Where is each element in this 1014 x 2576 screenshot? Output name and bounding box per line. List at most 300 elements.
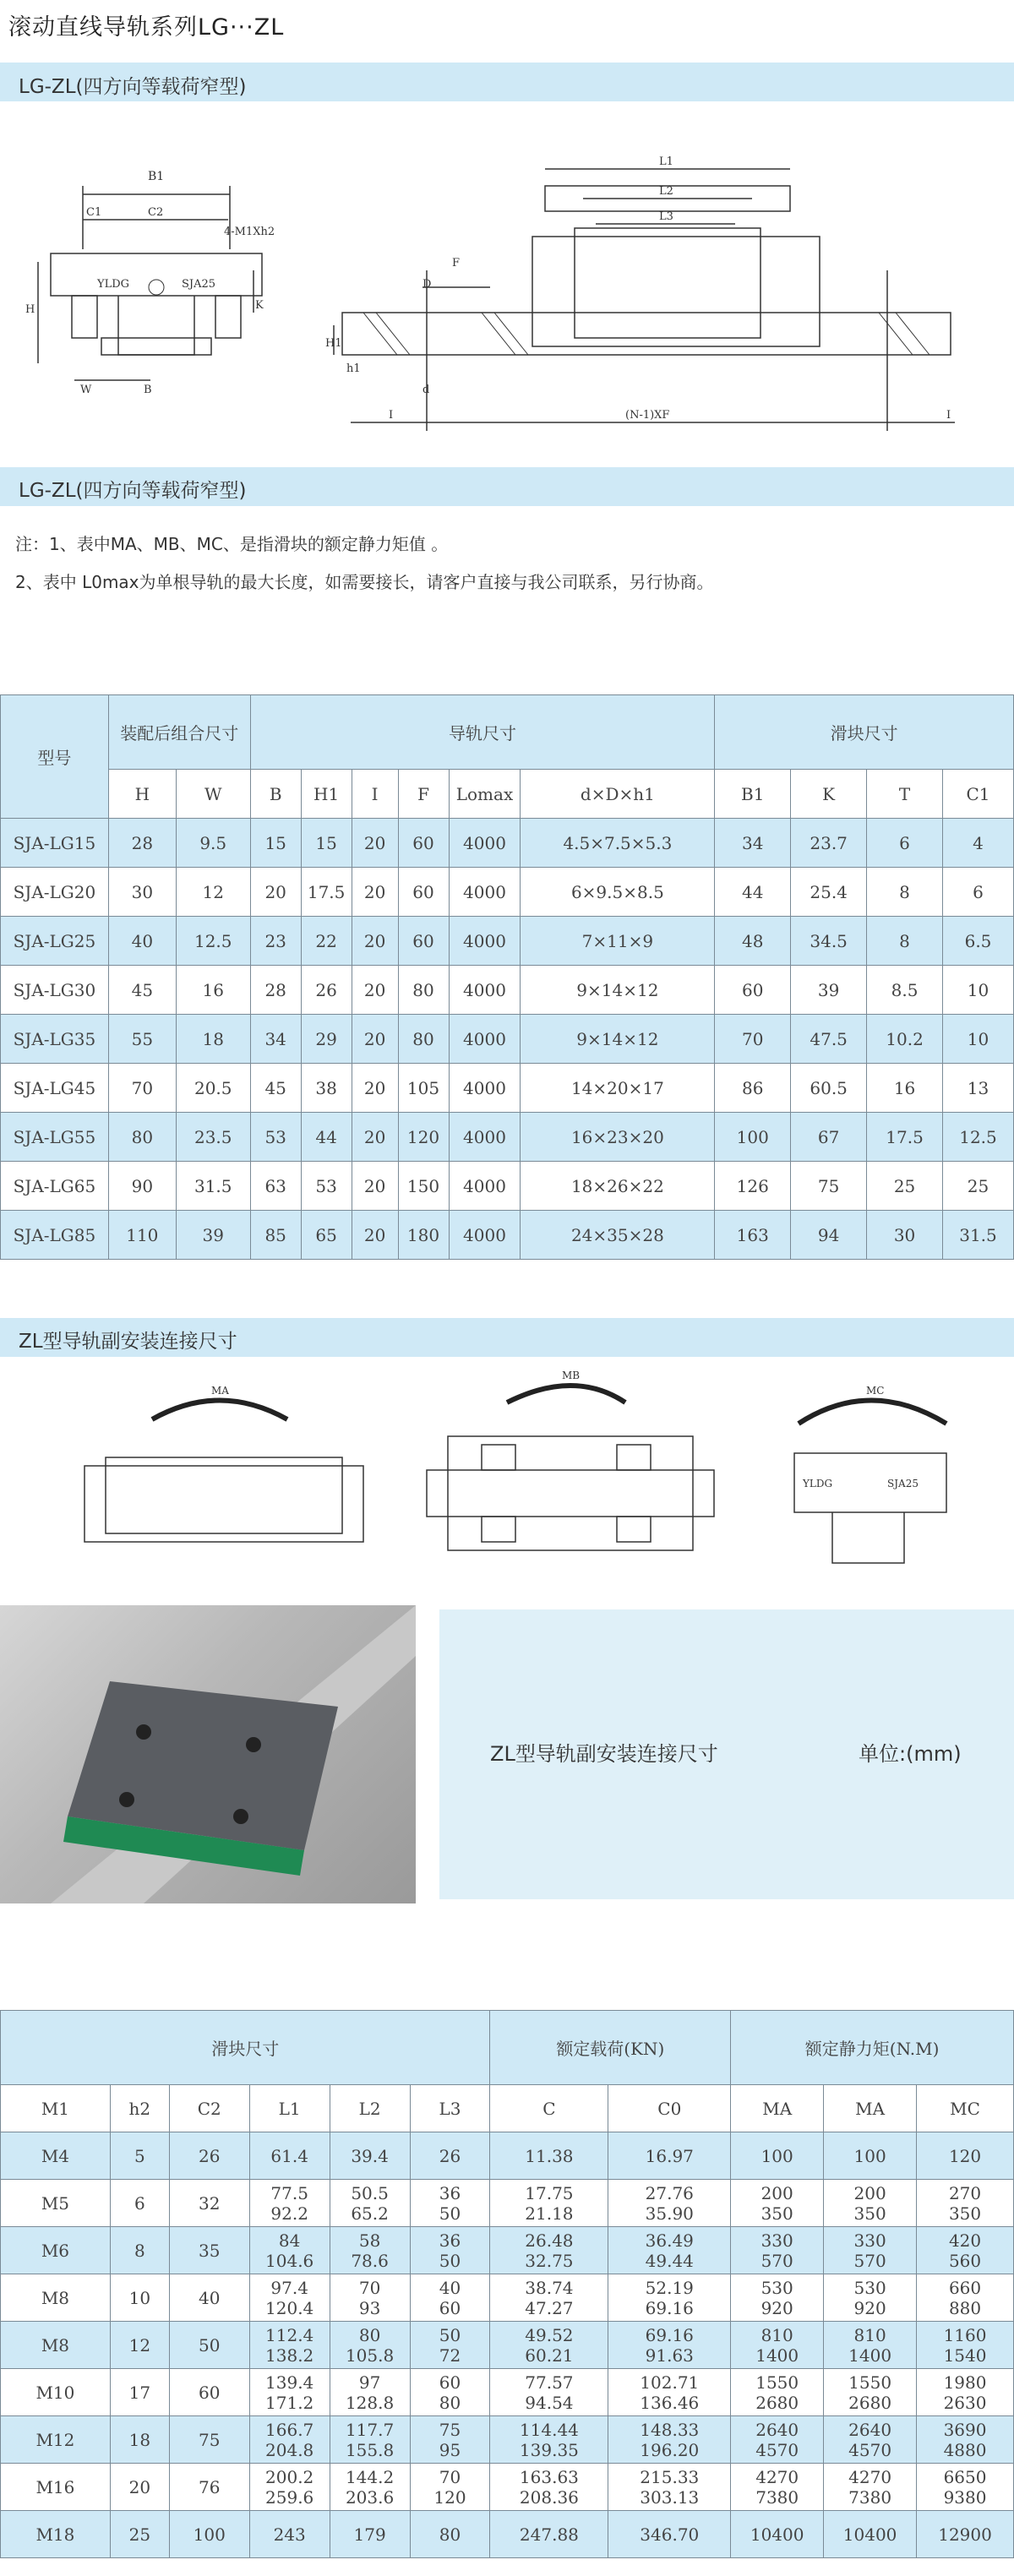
table-cell: 77.5 92.2 <box>249 2180 330 2227</box>
table-cell: 44 <box>301 1113 352 1162</box>
header-block: 滑块尺寸 <box>715 695 1014 770</box>
table-cell: 52.19 69.16 <box>608 2274 731 2322</box>
dim-label: L3 <box>659 210 673 223</box>
table-cell: 8 <box>110 2227 169 2274</box>
table-cell: 110 <box>108 1211 176 1260</box>
column-header: h2 <box>110 2085 169 2132</box>
table-cell: 20.5 <box>176 1064 250 1113</box>
table-cell: 38.74 47.27 <box>490 2274 608 2322</box>
note-2: 2、表中 L0max为单根导轨的最大长度，如需要接长，请客户直接与我公司联系，另行协商。 <box>15 572 714 592</box>
table-cell: 40 60 <box>410 2274 490 2322</box>
dim-label: C2 <box>148 206 164 219</box>
column-header: I <box>352 770 398 819</box>
table-row <box>1 2132 1014 2180</box>
table-cell: M8 <box>1 2322 111 2369</box>
dim-label: SJA25 <box>182 278 216 291</box>
table-cell: 18 <box>176 1015 250 1064</box>
dim-label: I <box>946 409 951 422</box>
table-cell: SJA-LG30 <box>1 966 109 1015</box>
column-header: W <box>176 770 250 819</box>
table-cell: 126 <box>715 1162 791 1211</box>
moment-label: MA <box>211 1385 229 1397</box>
table-cell: 100 <box>169 2511 249 2558</box>
table-cell: 80 <box>398 1015 449 1064</box>
table-cell: SJA-LG35 <box>1 1015 109 1064</box>
table-cell: 80 <box>410 2511 490 2558</box>
table-cell: 100 <box>731 2132 824 2180</box>
table-row <box>1 2274 1014 2322</box>
table-cell: 150 <box>398 1162 449 1211</box>
table-cell: 12 <box>110 2322 169 2369</box>
table-row <box>1 917 1014 966</box>
table-cell: 200 350 <box>731 2180 824 2227</box>
table-cell: 25 <box>943 1162 1014 1211</box>
table-cell: 70 <box>108 1064 176 1113</box>
table-cell: 17.5 <box>867 1113 943 1162</box>
table-cell: 14×20×17 <box>521 1064 715 1113</box>
table-cell: 11.38 <box>490 2132 608 2180</box>
dim-label: H1 <box>325 337 342 350</box>
dim-label: YLDG <box>97 278 130 291</box>
table-cell: 67 <box>791 1113 867 1162</box>
table-cell: 2640 4570 <box>731 2416 824 2464</box>
table-cell: 23.5 <box>176 1113 250 1162</box>
table-cell: 90 <box>108 1162 176 1211</box>
table-cell: 4000 <box>449 966 521 1015</box>
dim-label: I <box>389 409 394 422</box>
table-row <box>1 2511 1014 2558</box>
table-cell: 215.33 303.13 <box>608 2464 731 2511</box>
table-cell: 25 <box>110 2511 169 2558</box>
table-cell: 45 <box>250 1064 301 1113</box>
table-cell: 7×11×9 <box>521 917 715 966</box>
table-cell: 330 570 <box>824 2227 917 2274</box>
column-header: MC <box>917 2085 1014 2132</box>
header-group: 装配后组合尺寸 <box>108 695 250 770</box>
table-cell: 30 <box>867 1211 943 1260</box>
table-cell: 26 <box>301 966 352 1015</box>
table-cell: 31.5 <box>943 1211 1014 1260</box>
table-cell: 12.5 <box>176 917 250 966</box>
table-row <box>1 2180 1014 2227</box>
rail-drawing <box>0 152 1014 448</box>
table-cell: 60 80 <box>410 2369 490 2416</box>
table-cell: 40 <box>108 917 176 966</box>
dim-label: D <box>422 278 432 291</box>
table-row <box>1 1162 1014 1211</box>
table-cell: 60.5 <box>791 1064 867 1113</box>
table-cell: 60 <box>169 2369 249 2416</box>
table-cell: 32 <box>169 2180 249 2227</box>
table-cell: 94 <box>791 1211 867 1260</box>
column-header: C1 <box>943 770 1014 819</box>
table-cell: 97 128.8 <box>330 2369 410 2416</box>
table-cell: 24×35×28 <box>521 1211 715 1260</box>
dim-label: h1 <box>346 362 361 375</box>
table-cell: 4000 <box>449 1113 521 1162</box>
table-cell: 105 <box>398 1064 449 1113</box>
table-cell: 38 <box>301 1064 352 1113</box>
table-cell: 29 <box>301 1015 352 1064</box>
table-cell: 163 <box>715 1211 791 1260</box>
table-cell: 60 <box>398 868 449 917</box>
table-cell: 530 920 <box>824 2274 917 2322</box>
table-cell: 10400 <box>731 2511 824 2558</box>
info-unit: 单位:(mm) <box>859 1742 962 1766</box>
table-cell: 4000 <box>449 868 521 917</box>
table-cell: 45 <box>108 966 176 1015</box>
table-cell: 112.4 138.2 <box>249 2322 330 2369</box>
table-row <box>1 1015 1014 1064</box>
table-cell: 75 <box>791 1162 867 1211</box>
table-cell: 9×14×12 <box>521 966 715 1015</box>
table-cell: 70 93 <box>330 2274 410 2322</box>
header-rail: 导轨尺寸 <box>250 695 715 770</box>
column-header: M1 <box>1 2085 111 2132</box>
table-cell: 34 <box>250 1015 301 1064</box>
table-cell: M5 <box>1 2180 111 2227</box>
dim-label: B1 <box>148 170 165 183</box>
table-cell: 70 120 <box>410 2464 490 2511</box>
table-cell: 60 <box>398 917 449 966</box>
table-cell: 17 <box>110 2369 169 2416</box>
dim-label: B <box>144 384 152 396</box>
table-row <box>1 2369 1014 2416</box>
table-cell: 20 <box>250 868 301 917</box>
spec-table-1 <box>0 694 1014 1260</box>
table-cell: 200 350 <box>824 2180 917 2227</box>
table-cell: 20 <box>352 1162 398 1211</box>
table-cell: 8 <box>867 868 943 917</box>
table-cell: 26 <box>410 2132 490 2180</box>
table-cell: 4000 <box>449 1211 521 1260</box>
table-cell: 35 <box>169 2227 249 2274</box>
table-row <box>1 1113 1014 1162</box>
table-cell: 60 <box>398 819 449 868</box>
table-cell: 65 <box>301 1211 352 1260</box>
table-cell: 10400 <box>824 2511 917 2558</box>
table-cell: M6 <box>1 2227 111 2274</box>
column-header: B1 <box>715 770 791 819</box>
table-cell: 20 <box>352 868 398 917</box>
moment-drawing <box>0 1369 1014 1580</box>
dim-label: F <box>452 257 461 270</box>
table-cell: 20 <box>352 917 398 966</box>
table-cell: 179 <box>330 2511 410 2558</box>
column-header: L2 <box>330 2085 410 2132</box>
table-cell: SJA-LG65 <box>1 1162 109 1211</box>
table-row <box>1 2322 1014 2369</box>
table-cell: 26.48 32.75 <box>490 2227 608 2274</box>
table-cell: 31.5 <box>176 1162 250 1211</box>
moment-label: MB <box>562 1370 581 1381</box>
table-cell: 27.76 35.90 <box>608 2180 731 2227</box>
column-header: B <box>250 770 301 819</box>
table-cell: 60 <box>715 966 791 1015</box>
column-header: MA <box>824 2085 917 2132</box>
table-cell: 100 <box>715 1113 791 1162</box>
column-header: H <box>108 770 176 819</box>
table-cell: 28 <box>250 966 301 1015</box>
table-cell: 243 <box>249 2511 330 2558</box>
table-cell: 25 <box>867 1162 943 1211</box>
table-cell: 58 78.6 <box>330 2227 410 2274</box>
table-cell: SJA-LG45 <box>1 1064 109 1113</box>
dim-label: d <box>422 384 430 396</box>
table-cell: 13 <box>943 1064 1014 1113</box>
table-cell: 48 <box>715 917 791 966</box>
section-title-3: ZL型导轨副安装连接尺寸 <box>19 1331 237 1353</box>
header-moment: 额定静力矩(N.M) <box>731 2011 1014 2085</box>
table-cell: 16.97 <box>608 2132 731 2180</box>
table-cell: 148.33 196.20 <box>608 2416 731 2464</box>
table-cell: 80 105.8 <box>330 2322 410 2369</box>
table-row <box>1 2464 1014 2511</box>
table-cell: 102.71 136.46 <box>608 2369 731 2416</box>
table-cell: 53 <box>250 1113 301 1162</box>
table-cell: 20 <box>352 1015 398 1064</box>
dim-label: H <box>25 303 35 316</box>
table-cell: 63 <box>250 1162 301 1211</box>
table-cell: 23 <box>250 917 301 966</box>
table-cell: 18×26×22 <box>521 1162 715 1211</box>
column-header: C0 <box>608 2085 731 2132</box>
table-cell: 77.57 94.54 <box>490 2369 608 2416</box>
table-cell: 810 1400 <box>824 2322 917 2369</box>
table-cell: 4000 <box>449 917 521 966</box>
table-cell: 6 <box>110 2180 169 2227</box>
info-text: ZL型导轨副安装连接尺寸 <box>490 1742 718 1766</box>
column-header: L1 <box>249 2085 330 2132</box>
table-cell: 163.63 208.36 <box>490 2464 608 2511</box>
dim-label: C1 <box>86 206 102 219</box>
table-cell: 200.2 259.6 <box>249 2464 330 2511</box>
table-cell: 86 <box>715 1064 791 1113</box>
table-cell: 36 50 <box>410 2180 490 2227</box>
table-cell: 80 <box>398 966 449 1015</box>
table-cell: 8.5 <box>867 966 943 1015</box>
table-cell: 12900 <box>917 2511 1014 2558</box>
table-cell: 40 <box>169 2274 249 2322</box>
table-row <box>1 819 1014 868</box>
table-cell: 4000 <box>449 819 521 868</box>
table-cell: 53 <box>301 1162 352 1211</box>
table-cell: 120 <box>917 2132 1014 2180</box>
table-cell: 16×23×20 <box>521 1113 715 1162</box>
table-cell: 4000 <box>449 1162 521 1211</box>
section-title-2: LG-ZL(四方向等载荷窄型) <box>19 480 247 502</box>
table-row <box>1 966 1014 1015</box>
table-cell: 4000 <box>449 1015 521 1064</box>
table-cell: 4270 7380 <box>824 2464 917 2511</box>
dim-label: L1 <box>659 155 673 168</box>
table-cell: 49.52 60.21 <box>490 2322 608 2369</box>
table-cell: M8 <box>1 2274 111 2322</box>
table-cell: 34 <box>715 819 791 868</box>
section-title-1: LG-ZL(四方向等载荷窄型) <box>19 76 247 98</box>
table-cell: 34.5 <box>791 917 867 966</box>
column-header: Lomax <box>449 770 521 819</box>
table-row <box>1 868 1014 917</box>
table-cell: 120 <box>398 1113 449 1162</box>
table-cell: 660 880 <box>917 2274 1014 2322</box>
table-row <box>1 1211 1014 1260</box>
moment-label: SJA25 <box>887 1478 919 1490</box>
table-cell: 15 <box>301 819 352 868</box>
column-header: MA <box>731 2085 824 2132</box>
table-cell: 10 <box>110 2274 169 2322</box>
table-cell: 36.49 49.44 <box>608 2227 731 2274</box>
table-cell: 139.4 171.2 <box>249 2369 330 2416</box>
table-cell: 30 <box>108 868 176 917</box>
table-cell: 50 <box>169 2322 249 2369</box>
column-header: C <box>490 2085 608 2132</box>
table-cell: 20 <box>352 1211 398 1260</box>
table-cell: 3690 4880 <box>917 2416 1014 2464</box>
table-cell: 4270 7380 <box>731 2464 824 2511</box>
table-cell: 6 <box>943 868 1014 917</box>
table-cell: 26 <box>169 2132 249 2180</box>
column-header: C2 <box>169 2085 249 2132</box>
table-cell: 117.7 155.8 <box>330 2416 410 2464</box>
table-cell: 4000 <box>449 1064 521 1113</box>
table-cell: 6650 9380 <box>917 2464 1014 2511</box>
table-cell: 270 350 <box>917 2180 1014 2227</box>
table-cell: 6 <box>867 819 943 868</box>
table-cell: SJA-LG55 <box>1 1113 109 1162</box>
table-cell: 20 <box>352 966 398 1015</box>
table-cell: 1160 1540 <box>917 2322 1014 2369</box>
table-cell: 76 <box>169 2464 249 2511</box>
table-cell: 9×14×12 <box>521 1015 715 1064</box>
table-row <box>1 1064 1014 1113</box>
table-cell: 247.88 <box>490 2511 608 2558</box>
table-cell: 80 <box>108 1113 176 1162</box>
column-header: H1 <box>301 770 352 819</box>
table-cell: 10.2 <box>867 1015 943 1064</box>
column-header: F <box>398 770 449 819</box>
table-cell: 20 <box>352 1113 398 1162</box>
table-cell: 100 <box>824 2132 917 2180</box>
dim-label: (N-1)XF <box>625 409 670 422</box>
dim-label: L2 <box>659 185 673 198</box>
table-cell: 8 <box>867 917 943 966</box>
table-cell: 166.7 204.8 <box>249 2416 330 2464</box>
table-row <box>1 2416 1014 2464</box>
table-cell: 69.16 91.63 <box>608 2322 731 2369</box>
table-cell: 17.75 21.18 <box>490 2180 608 2227</box>
table-cell: 75 95 <box>410 2416 490 2464</box>
table-cell: 61.4 <box>249 2132 330 2180</box>
product-photo <box>0 1605 416 1903</box>
table-cell: 346.70 <box>608 2511 731 2558</box>
header-block-2: 滑块尺寸 <box>1 2011 490 2085</box>
table-cell: 10 <box>943 1015 1014 1064</box>
table-cell: 23.7 <box>791 819 867 868</box>
table-cell: 1550 2680 <box>824 2369 917 2416</box>
page-title: 滚动直线导轨系列LG···ZL <box>8 14 285 41</box>
table-cell: M18 <box>1 2511 111 2558</box>
table-cell: SJA-LG20 <box>1 868 109 917</box>
table-cell: 6.5 <box>943 917 1014 966</box>
column-header: K <box>791 770 867 819</box>
table-cell: 15 <box>250 819 301 868</box>
table-cell: 84 104.6 <box>249 2227 330 2274</box>
table-cell: 114.44 139.35 <box>490 2416 608 2464</box>
table-cell: 12.5 <box>943 1113 1014 1162</box>
table-cell: 16 <box>176 966 250 1015</box>
table-cell: 5 <box>110 2132 169 2180</box>
table-cell: 6×9.5×8.5 <box>521 868 715 917</box>
table-cell: 144.2 203.6 <box>330 2464 410 2511</box>
header-load: 额定载荷(KN) <box>490 2011 731 2085</box>
table-cell: 55 <box>108 1015 176 1064</box>
table-cell: 39.4 <box>330 2132 410 2180</box>
table-cell: 25.4 <box>791 868 867 917</box>
table-cell: 17.5 <box>301 868 352 917</box>
table-cell: 36 50 <box>410 2227 490 2274</box>
dim-label: K <box>255 299 264 312</box>
table-cell: 4.5×7.5×5.3 <box>521 819 715 868</box>
dim-label: W <box>80 384 92 396</box>
table-cell: M4 <box>1 2132 111 2180</box>
column-header: L3 <box>410 2085 490 2132</box>
table-cell: 39 <box>176 1211 250 1260</box>
table-cell: 18 <box>110 2416 169 2464</box>
table-cell: SJA-LG85 <box>1 1211 109 1260</box>
table-row <box>1 2227 1014 2274</box>
column-header: T <box>867 770 943 819</box>
table-cell: 2640 4570 <box>824 2416 917 2464</box>
table-cell: M10 <box>1 2369 111 2416</box>
table-cell: 70 <box>715 1015 791 1064</box>
table-cell: 9.5 <box>176 819 250 868</box>
table-cell: 1980 2630 <box>917 2369 1014 2416</box>
column-header: d×D×h1 <box>521 770 715 819</box>
table-cell: 1550 2680 <box>731 2369 824 2416</box>
table-cell: 20 <box>352 819 398 868</box>
table-cell: 420 560 <box>917 2227 1014 2274</box>
table-cell: 22 <box>301 917 352 966</box>
table-cell: 12 <box>176 868 250 917</box>
dim-label: 4-M1Xh2 <box>224 226 275 238</box>
table-cell: SJA-LG15 <box>1 819 109 868</box>
table-cell: 85 <box>250 1211 301 1260</box>
table-cell: 16 <box>867 1064 943 1113</box>
note-1: 注：1、表中MA、MB、MC、是指滑块的额定静力矩值 。 <box>15 534 449 554</box>
table-cell: 810 1400 <box>731 2322 824 2369</box>
table-cell: 39 <box>791 966 867 1015</box>
moment-label: MC <box>866 1385 885 1397</box>
header-model: 型号 <box>1 695 109 819</box>
table-cell: 10 <box>943 966 1014 1015</box>
table-cell: 20 <box>352 1064 398 1113</box>
table-cell: 50 72 <box>410 2322 490 2369</box>
moment-label: YLDG <box>803 1478 833 1490</box>
table-cell: 75 <box>169 2416 249 2464</box>
table-cell: 20 <box>110 2464 169 2511</box>
table-cell: 530 920 <box>731 2274 824 2322</box>
table-cell: 97.4 120.4 <box>249 2274 330 2322</box>
table-cell: M12 <box>1 2416 111 2464</box>
table-cell: 50.5 65.2 <box>330 2180 410 2227</box>
table-cell: 44 <box>715 868 791 917</box>
table-cell: 47.5 <box>791 1015 867 1064</box>
table-cell: 330 570 <box>731 2227 824 2274</box>
table-cell: 4 <box>943 819 1014 868</box>
table-cell: 180 <box>398 1211 449 1260</box>
spec-table-2 <box>0 2010 1014 2558</box>
